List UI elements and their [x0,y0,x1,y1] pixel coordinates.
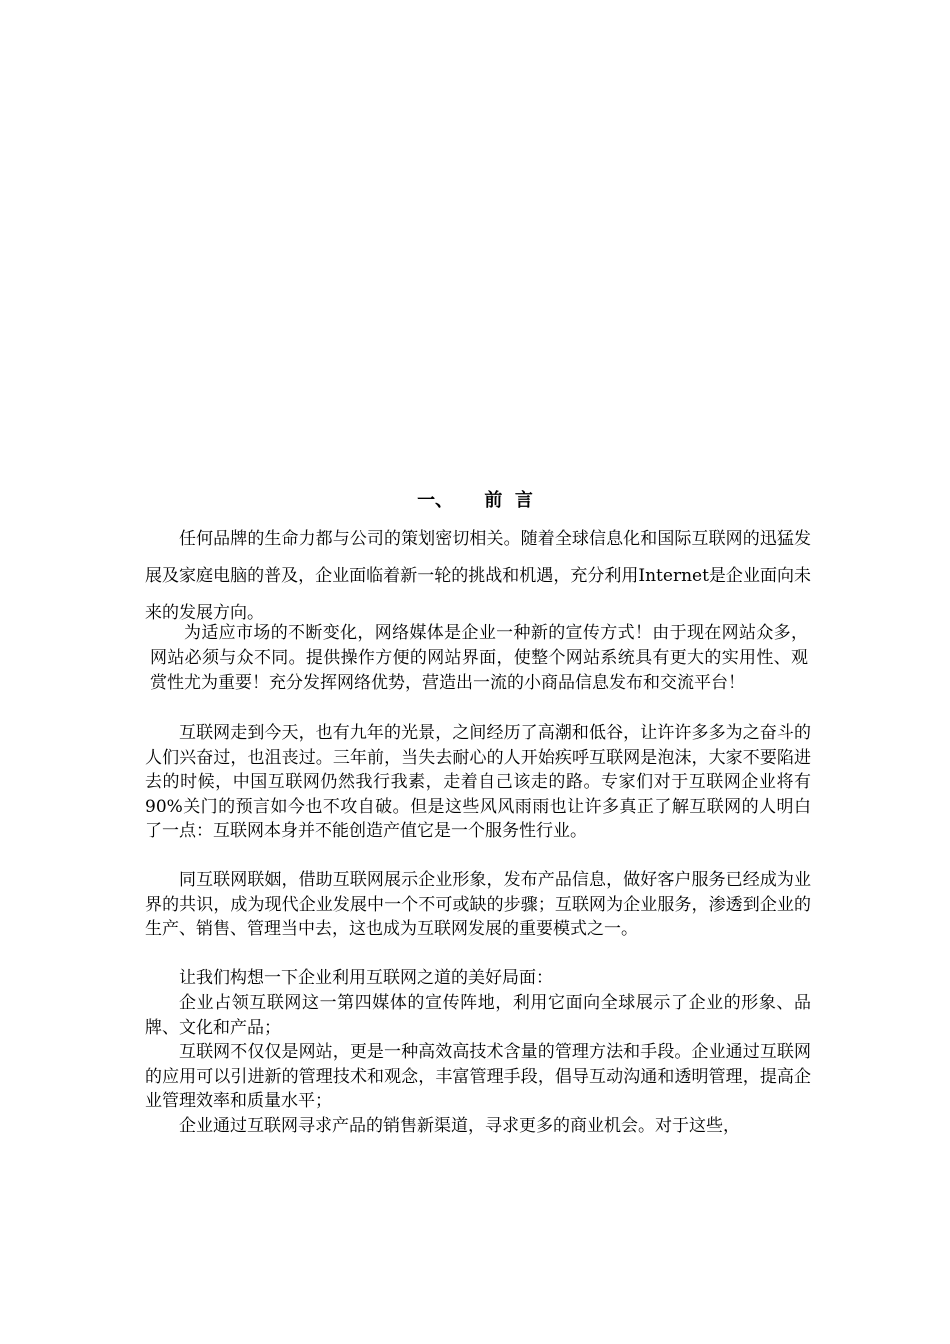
paragraph-consensus: 同互联网联姻，借助互联网展示企业形象，发布产品信息，做好客户服务已经成为业界的共识，成为现代企业发展中一个不可或缺的步骤；互联网为企业服务，渗透到企业的生产、销售、管理当中去，这也成为互联网发展的重要模式之一。 [145,870,811,939]
paragraph-history: 互联网走到今天，也有九年的光景，之间经历了高潮和低谷，让许许多多为之奋斗的人们兴奋过，也沮丧过。三年前，当失去耐心的人开始疾呼互联网是泡沫，大家不要陷进去的时候，中国互联网仍然我行我素，走着自己该走的路。专家们对于互联网企业将有90%关门的预言如今也不攻自破。但是这些风风雨雨也让许多真正了解互联网的人明白了一点：互联网本身并不能创造产值它是一个服务性行业。 [145,723,811,841]
paragraph-sales: 企业通过互联网寻求产品的销售新渠道，寻求更多的商业机会。对于这些， [179,1116,740,1136]
paragraph-intro: 任何品牌的生命力都与公司的策划密切相关。随着全球信息化和国际互联网的迅猛发展及家庭电脑的普及，企业面临着新一轮的挑战和机遇，充分利用Internet是企业面向未来的发展方向。 [145,529,811,623]
paragraph-branding: 企业占领互联网这一第四媒体的宣传阵地，利用它面向全球展示了企业的形象、品牌、文化和产品； [145,993,811,1038]
paragraph-market: 为适应市场的不断变化，网络媒体是企业一种新的宣传方式！由于现在网站众多，网站必须与众不同。提供操作方便的网站界面，使整个网站系统具有更大的实用性、观赏性尤为重要！充分发挥网络优势，营造出一流的小商品信息发布和交流平台！ [150,623,808,693]
section-heading: 一、 前 言 [417,490,533,511]
paragraph-management: 互联网不仅仅是网站，更是一种高效高技术含量的管理方法和手段。企业通过互联网的应用可以引进新的管理技术和观念，丰富管理手段，倡导互动沟通和透明管理，提高企业管理效率和质量水平； [145,1042,811,1111]
paragraph-vision: 让我们构想一下企业利用互联网之道的美好局面： [179,968,553,988]
